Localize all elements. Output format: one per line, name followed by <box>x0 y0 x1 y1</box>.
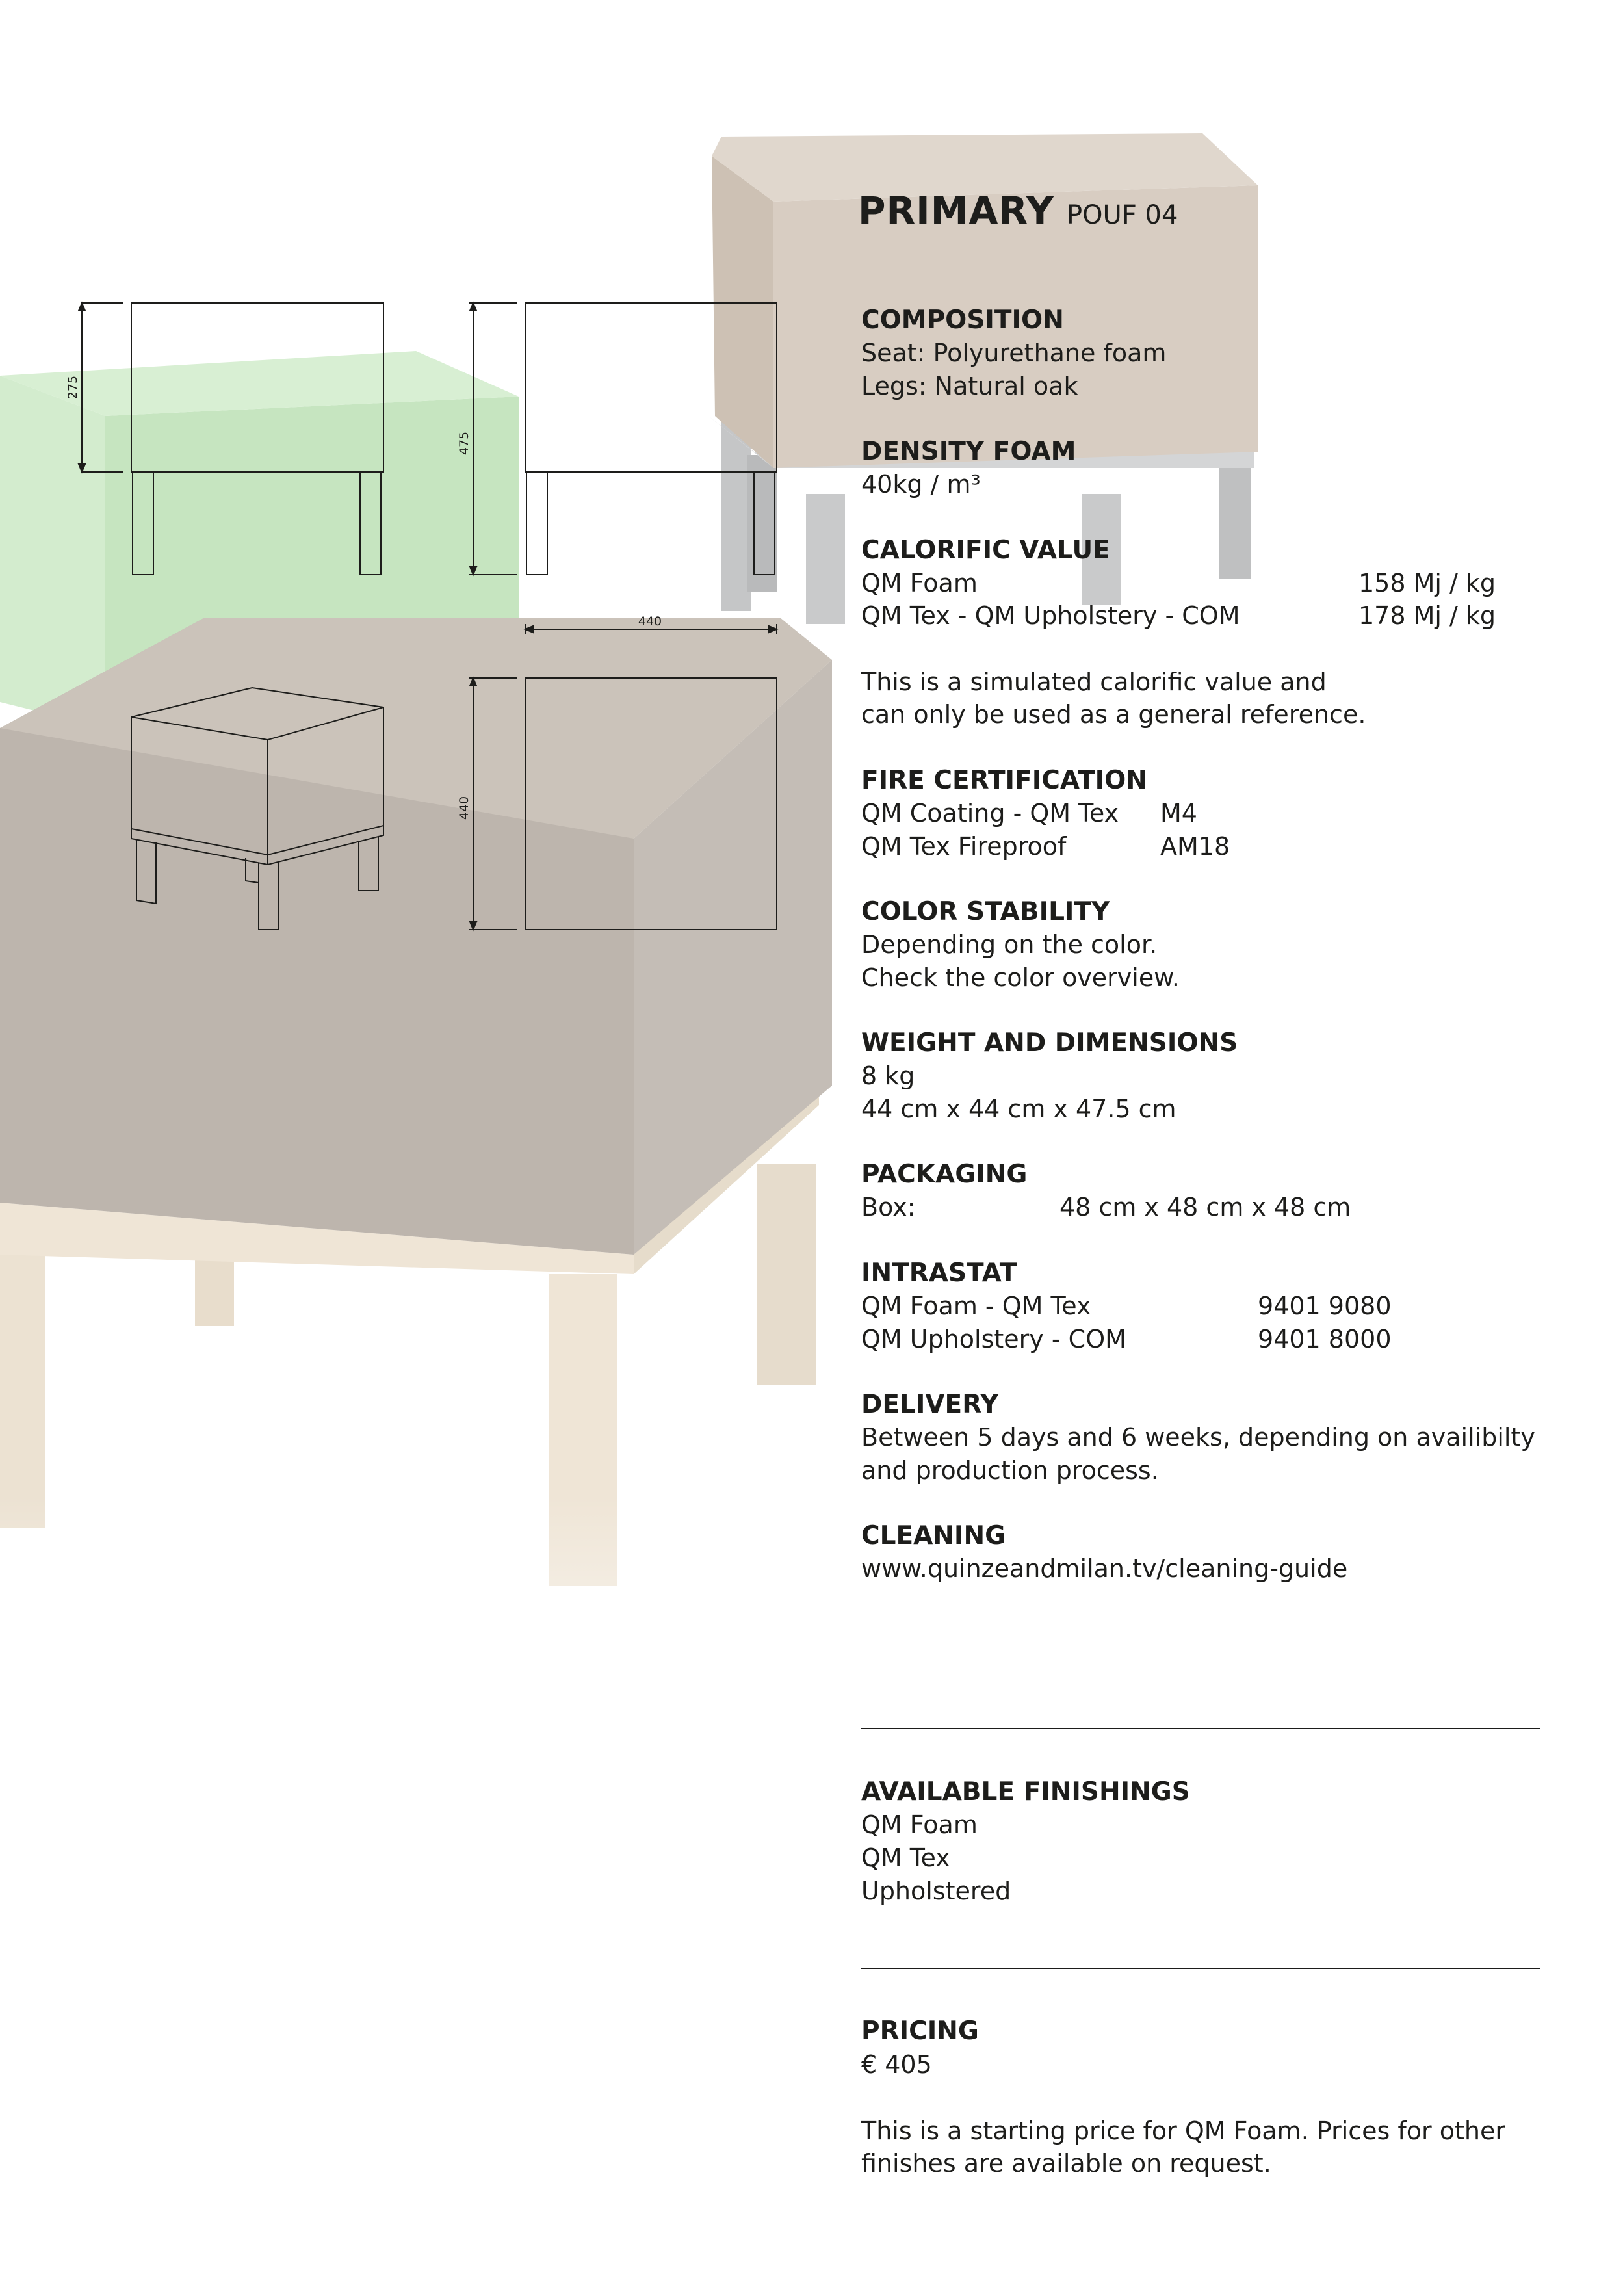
fire-label: QM Coating - QM Tex <box>861 799 1119 828</box>
fire-value: AM18 <box>1160 832 1230 861</box>
section-divider <box>861 1728 1540 1729</box>
calorific-value: 158 Mj / kg <box>1358 569 1496 597</box>
composition-line: Legs: Natural oak <box>861 372 1078 400</box>
packaging-value: 48 cm x 48 cm x 48 cm <box>1059 1193 1351 1221</box>
intrastat-value: 9401 9080 <box>1258 1292 1392 1320</box>
finishing-item: QM Tex <box>861 1844 950 1872</box>
price-value: € 405 <box>861 2050 932 2079</box>
pricing-note: This is a starting price for QM Foam. Prices for other <box>861 2117 1505 2145</box>
color-line: Depending on the color. <box>861 930 1158 959</box>
fire-heading: FIRE CERTIFICATION <box>861 766 1147 795</box>
dimensions-line: 44 cm x 44 cm x 47.5 cm <box>861 1095 1176 1123</box>
product-name: PRIMARY <box>858 189 1054 233</box>
pricing-note: finishes are available on request. <box>861 2149 1271 2178</box>
finishing-item: Upholstered <box>861 1877 1011 1905</box>
fire-value: M4 <box>1160 799 1197 828</box>
composition-line: Seat: Polyurethane foam <box>861 339 1167 367</box>
product-title <box>858 189 1178 233</box>
color-heading: COLOR STABILITY <box>861 897 1110 926</box>
calorific-heading: CALORIFIC VALUE <box>861 536 1110 565</box>
packaging-label: Box: <box>861 1193 916 1221</box>
calorific-label: QM Tex - QM Upholstery - COM <box>861 601 1240 630</box>
side-height-label: 275 <box>66 375 80 400</box>
intrastat-label: QM Upholstery - COM <box>861 1325 1126 1353</box>
color-line: Check the color overview. <box>861 963 1180 992</box>
intrastat-heading: INTRASTAT <box>861 1259 1017 1288</box>
density-value: 40kg / m³ <box>861 470 981 499</box>
intrastat-value: 9401 8000 <box>1258 1325 1392 1353</box>
calorific-label: QM Foam <box>861 569 978 597</box>
weight-heading: WEIGHT AND DIMENSIONS <box>861 1028 1238 1058</box>
front-height-label: 475 <box>457 431 471 456</box>
depth-label: 440 <box>457 796 471 820</box>
cleaning-guide-link[interactable]: www.quinzeandmilan.tv/cleaning-guide <box>861 1554 1348 1583</box>
fire-label: QM Tex Fireproof <box>861 832 1067 861</box>
section-divider <box>861 1968 1540 1969</box>
density-heading: DENSITY FOAM <box>861 437 1076 466</box>
brown-pouf-image <box>0 618 832 1586</box>
packaging-heading: PACKAGING <box>861 1160 1028 1189</box>
width-label: 440 <box>638 614 662 629</box>
calorific-note: This is a simulated calorific value and <box>861 668 1327 696</box>
finishings-heading: AVAILABLE FINISHINGS <box>861 1777 1190 1807</box>
composition-heading: COMPOSITION <box>861 306 1064 335</box>
cleaning-heading: CLEANING <box>861 1521 1006 1550</box>
pricing-heading: PRICING <box>861 2016 979 2046</box>
delivery-line: Between 5 days and 6 weeks, depending on availibilty <box>861 1423 1535 1452</box>
delivery-heading: DELIVERY <box>861 1390 999 1419</box>
finishing-item: QM Foam <box>861 1810 978 1839</box>
calorific-note: can only be used as a general reference. <box>861 700 1366 729</box>
intrastat-label: QM Foam - QM Tex <box>861 1292 1091 1320</box>
delivery-line: and production process. <box>861 1456 1159 1485</box>
calorific-value: 178 Mj / kg <box>1358 601 1496 630</box>
weight-line: 8 kg <box>861 1062 915 1090</box>
product-model: POUF 04 <box>1066 200 1178 230</box>
